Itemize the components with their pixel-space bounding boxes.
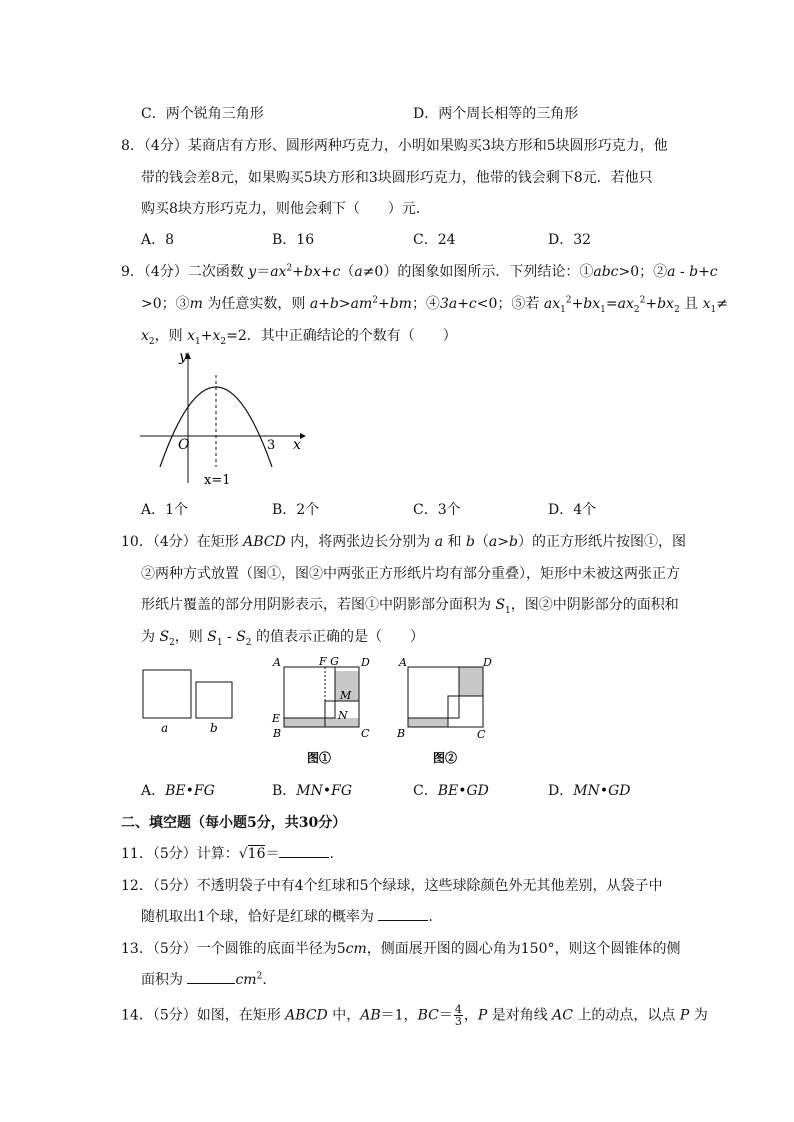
- fig1-label-b: B: [273, 727, 282, 740]
- q10-line4: 为 $S_2$，则 $S_1 - S_2$ 的值表示正确的是（ ）: [141, 629, 424, 648]
- fig1-label-fg: F G: [319, 655, 339, 668]
- q8-line2: 带的钱会差8元，如果购买5块方形和3块圆形巧克力，他带的钱会剩下8元．若他只: [141, 170, 653, 186]
- square-b-label: b: [210, 721, 218, 735]
- fig2-shade-bottom: [408, 718, 448, 727]
- figure-2: [396, 656, 492, 765]
- q14-fraction: $\frac{4}{3}$: [454, 1003, 462, 1028]
- fig1-label-c: C: [361, 727, 370, 740]
- q14-line1: 14．（5分）如图，在矩形 ABCD 中，AB＝1，BC＝ $\frac{4}{3}$ ，P 是对角线 AC 上的动点，以点 P 为: [121, 1003, 708, 1028]
- q10-line2: ②两种方式放置（图①，图②中两张正方形纸片均有部分重叠），矩形中未被这两张正方: [141, 566, 680, 582]
- q7-option-c: C．两个锐角三角形: [141, 106, 264, 122]
- q8-option-a: A．8: [141, 232, 175, 248]
- q10-option-a: A．BE•FG: [141, 783, 215, 799]
- fig1-label-a: A: [273, 656, 281, 669]
- q10-option-b: B．MN•FG: [272, 783, 353, 799]
- q13-answer-blank: [187, 969, 235, 984]
- q13-line2: 面积为 $cm^2$.: [141, 969, 267, 989]
- square-a-label: a: [161, 721, 169, 735]
- q10-option-c: C．BE•GD: [413, 783, 489, 799]
- q9-line2: >0；③m 为任意实数，则 $a+b>am^2+bm$；④3a+c<0；⑤若 $ax_1^2+bx_1=ax_2^2+bx_2$ 且 $x_1\ne$: [141, 295, 728, 315]
- square-b: [196, 682, 232, 718]
- q12-line1: 12．（5分）不透明袋子中有4个红球和5个绿球，这些球除颜色外无其他差别，从袋子中: [121, 878, 663, 894]
- q8-option-b: B．16: [272, 232, 315, 248]
- q8-option-c: C．24: [413, 232, 456, 248]
- fig1-caption: 图①: [307, 751, 332, 765]
- square-a: [143, 670, 191, 718]
- q10-option-d: D．MN•GD: [548, 783, 631, 799]
- fig2-square-b: [448, 696, 483, 727]
- graph-symmetry-label: x=1: [204, 473, 231, 488]
- q8-line3: 购买8块方形巧克力，则他会剩下（ ）元．: [141, 201, 430, 217]
- figure-1: [271, 655, 370, 765]
- graph-y-label: y: [179, 349, 187, 365]
- q11-line: 11．（5分）计算：√16＝ .: [121, 843, 334, 863]
- q12-answer-blank: [378, 906, 428, 921]
- fig2-label-a: A: [399, 656, 407, 669]
- fig1-label-n: N: [338, 709, 348, 722]
- q10-figures: [135, 652, 510, 772]
- fig1-label-e: E: [272, 712, 281, 725]
- q9-option-a: A．1个: [141, 502, 189, 518]
- q9-option-b: B．2个: [272, 502, 320, 518]
- q13-line1: 13．（5分）一个圆锥的底面半径为5cm，侧面展开图的圆心角为150°，则这个圆锥体的侧: [121, 941, 681, 957]
- q9-option-d: D．4个: [548, 502, 597, 518]
- q8-option-d: D．32: [548, 232, 592, 248]
- fig1-square-a: [284, 667, 335, 718]
- graph-origin-label: O: [178, 437, 190, 453]
- q8-line1: 8．（4分）某商店有方形、圆形两种巧克力，小明如果购买3块方形和5块圆形巧克力，他: [121, 138, 668, 154]
- graph-x-label: x: [293, 437, 301, 453]
- fig2-caption: 图②: [433, 751, 458, 765]
- sqrt-icon: √: [238, 846, 248, 862]
- q12-line2: 随机取出1个球，恰好是红球的概率为 .: [141, 906, 433, 926]
- graph-root-label: 3: [267, 438, 276, 453]
- q9-line1: 9．（4分）二次函数 $y=ax^2+bx+c(a\ne 0)$的图象如图所示．下列结论：①abc>0；②a - b+c: [121, 263, 718, 280]
- fig2-label-d: D: [483, 656, 492, 669]
- q9-option-c: C．3个: [413, 502, 461, 518]
- q7-option-d: D．两个周长相等的三角形: [413, 106, 579, 122]
- q11-answer-blank: [279, 843, 329, 858]
- fig2-label-b: B: [397, 727, 406, 740]
- q9-line3: $x_2$，则 $x_1+x_2=2$．其中正确结论的个数有（ ）: [141, 328, 457, 347]
- section-2-title: 二、填空题（每小题5分，共30分）: [121, 815, 347, 831]
- fig1-shade-bottom: [284, 718, 359, 727]
- fig1-label-d: D: [361, 656, 370, 669]
- fig2-shade-right: [459, 667, 483, 696]
- q10-line3: 形纸片覆盖的部分用阴影表示，若图①中阴影部分面积为 $S_1$，图②中阴影部分的面积和: [141, 597, 679, 616]
- q9-parabola-graph: [135, 345, 310, 490]
- q10-line1: 10．（4分）在矩形 ABCD 内，将两张边长分别为 a 和 b（a>b）的正方形纸片按图①，图: [121, 534, 686, 550]
- fig2-label-c: C: [477, 728, 486, 741]
- fig2-square-a: [408, 667, 459, 718]
- fig1-label-m: M: [340, 689, 352, 702]
